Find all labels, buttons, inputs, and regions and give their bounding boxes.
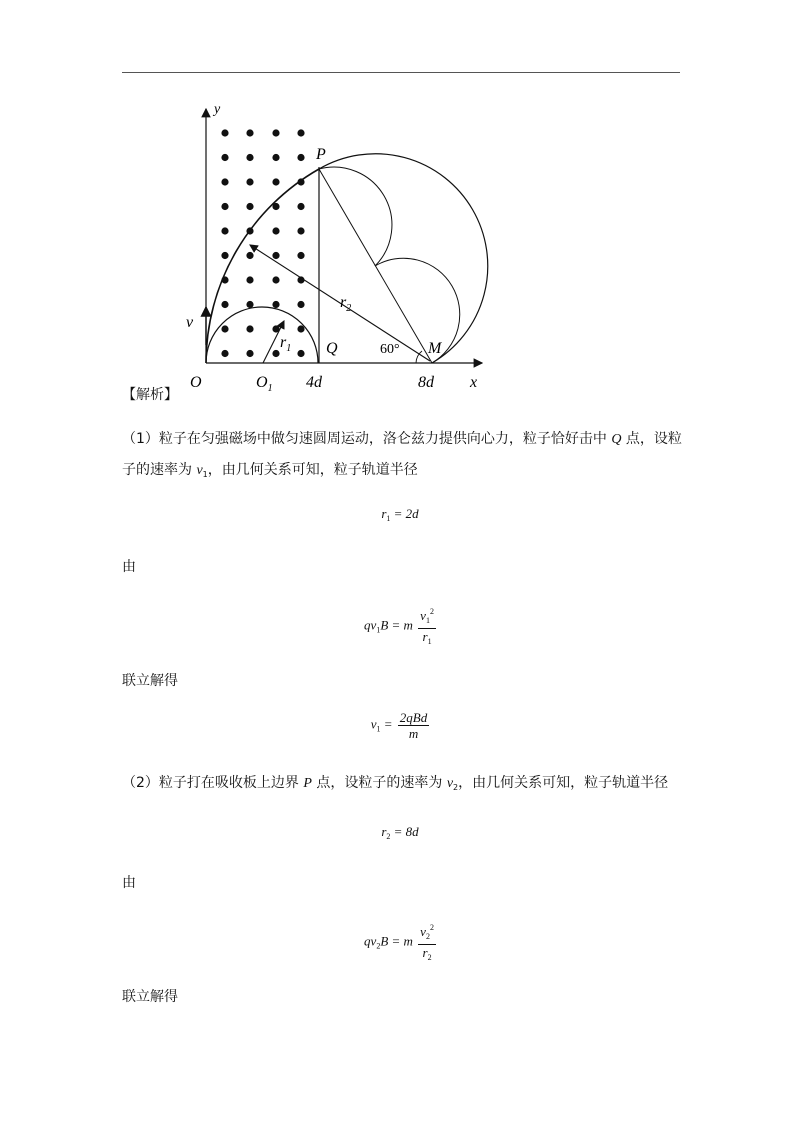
field-dot — [246, 203, 253, 210]
field-dot — [221, 203, 228, 210]
equation-r2: $r_2 = 8d$ — [381, 824, 419, 841]
field-dot — [246, 301, 253, 308]
field-dot — [272, 227, 279, 234]
large-orbit-arc — [206, 169, 319, 363]
equation-v1: $v_1$ = $\frac{\text{2qBd}}{m}$ — [370, 710, 428, 741]
equation-force-2: $qv_2B = m$ $\frac{v_2^2}{r_2}$ — [0, 920, 800, 965]
field-dot — [221, 325, 228, 332]
field-dot — [246, 350, 253, 357]
field-dot — [272, 129, 279, 136]
field-dot — [221, 252, 228, 259]
field-dot — [297, 129, 304, 136]
label-x: x — [470, 374, 478, 391]
inner-arc-1 — [319, 167, 392, 266]
field-dot — [272, 154, 279, 161]
equation-r1: $r_1 = 2d$ — [381, 506, 419, 523]
field-dot — [246, 252, 253, 259]
field-dot — [246, 276, 253, 283]
part1-line2: 子的速率为 $v_1$，由几何关系可知，粒子轨道半径 — [122, 462, 418, 479]
text-you-2: 由 — [122, 875, 136, 891]
label-4d: 4d — [306, 374, 322, 391]
field-dot — [221, 350, 228, 357]
chord-pm — [319, 169, 432, 363]
field-dot — [246, 178, 253, 185]
label-O1: $O_1$ — [256, 374, 273, 394]
physics-diagram — [180, 95, 500, 395]
field-dot — [297, 350, 304, 357]
field-dot — [272, 350, 279, 357]
label-8d: 8d — [418, 374, 434, 391]
label-M: M — [428, 340, 442, 357]
text-you-1: 由 — [122, 559, 136, 575]
magnetic-field-dots — [221, 129, 304, 357]
label-Q: Q — [326, 340, 338, 357]
field-dot — [297, 203, 304, 210]
part2-paragraph: （2）粒子打在吸收板上边界 P 点，设粒子的速率为 $v_2$，由几何关系可知，粒子轨道半径 — [122, 775, 669, 792]
label-y: y — [214, 102, 221, 117]
field-dot — [272, 252, 279, 259]
label-r1: $r_1$ — [280, 334, 292, 354]
field-dot — [297, 154, 304, 161]
field-dot — [246, 129, 253, 136]
equation-force-1: $qv_1B = m$ $\frac{v_1^2}{r_1}$ — [0, 604, 800, 649]
text-lianli-1: 联立解得 — [122, 673, 178, 689]
label-v: v — [186, 314, 194, 331]
field-dot — [246, 325, 253, 332]
analysis-heading: 【解析】 — [122, 387, 178, 403]
text-lianli-2: 联立解得 — [122, 989, 178, 1005]
field-dot — [221, 154, 228, 161]
top-rule — [122, 72, 680, 73]
part1-line1: （1）粒子在匀强磁场中做匀速圆周运动，洛仑兹力提供向心力，粒子恰好击中 Q 点，设粒 — [122, 431, 682, 447]
field-dot — [272, 276, 279, 283]
field-dot — [297, 252, 304, 259]
field-dot — [297, 227, 304, 234]
field-dot — [272, 301, 279, 308]
field-dot — [297, 301, 304, 308]
field-dot — [221, 301, 228, 308]
label-O: O — [190, 374, 202, 391]
field-dot — [221, 178, 228, 185]
field-dot — [297, 325, 304, 332]
label-r2: $r_2$ — [340, 294, 352, 314]
part1-paragraph — [122, 424, 682, 490]
field-dot — [246, 154, 253, 161]
field-dot — [272, 178, 279, 185]
label-angle: 60° — [380, 342, 400, 357]
field-dot — [221, 129, 228, 136]
field-dot — [221, 227, 228, 234]
label-P: P — [316, 146, 326, 163]
